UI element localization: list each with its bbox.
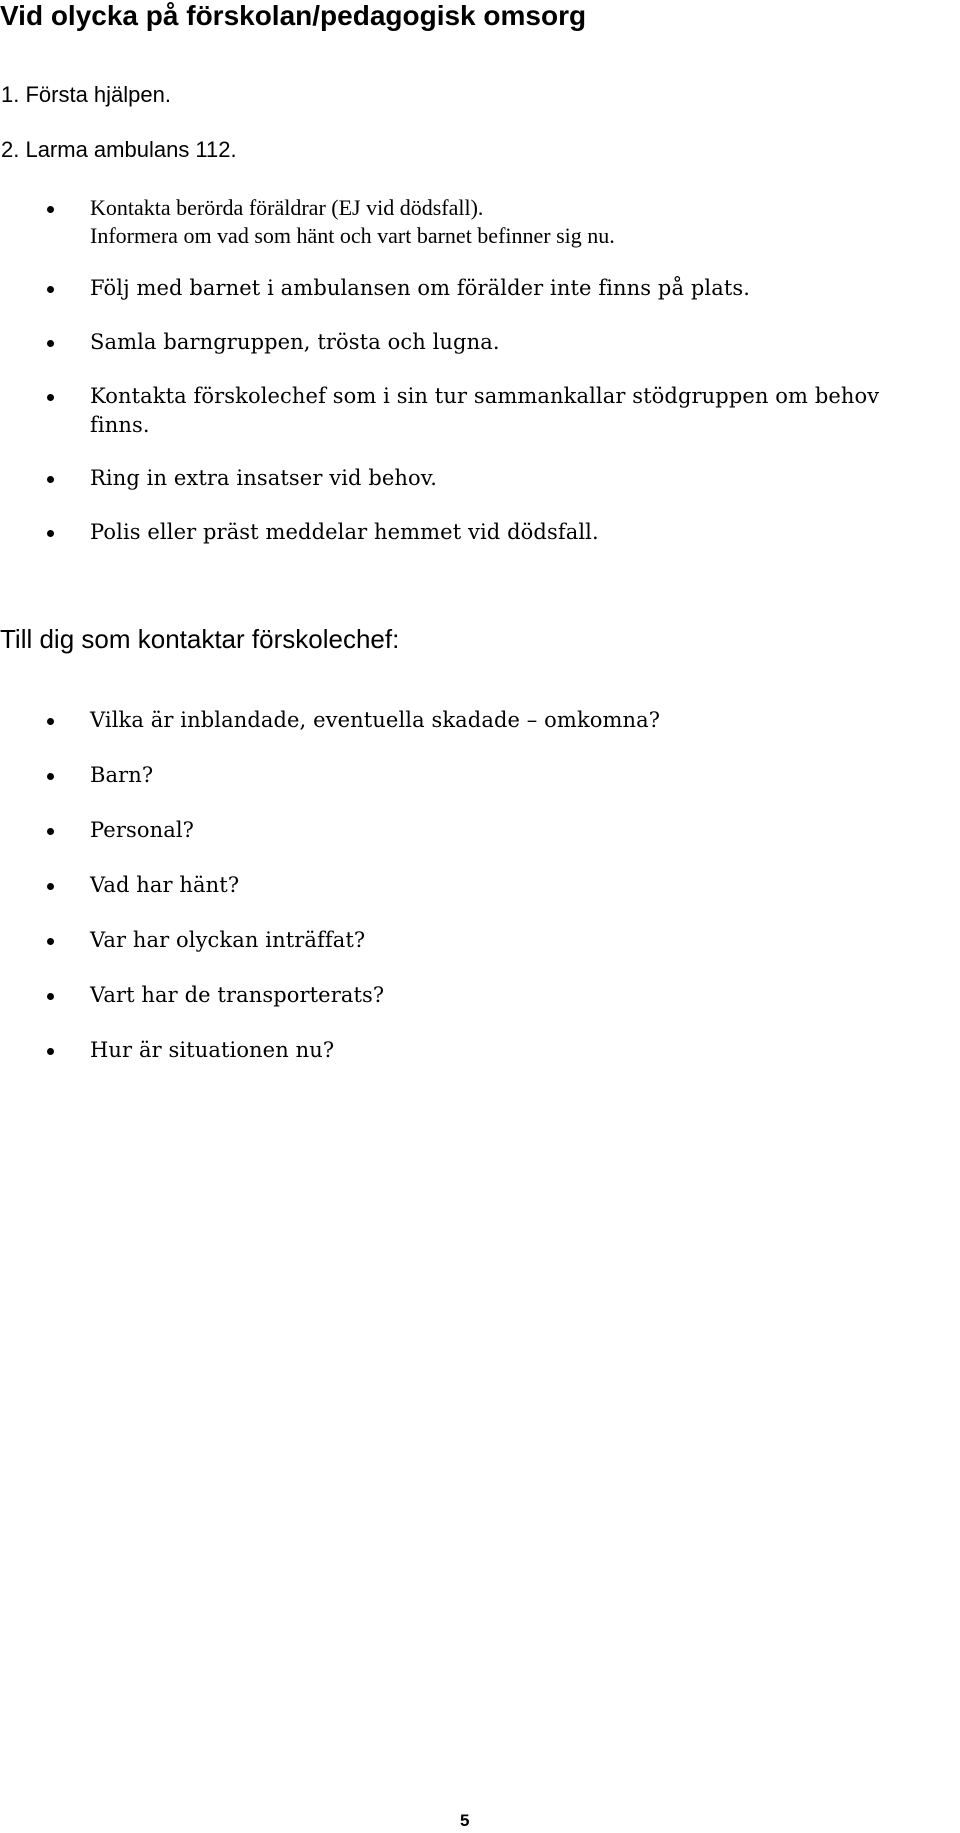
question-list bbox=[0, 706, 940, 1064]
list-item bbox=[0, 761, 940, 789]
list-item bbox=[0, 518, 940, 546]
list-item-line: Vad har hänt? bbox=[90, 873, 240, 897]
list-item-line: Barn? bbox=[90, 763, 154, 787]
list-item-line: Följ med barnet i ambulansen om förälder inte finns på plats. bbox=[90, 276, 751, 300]
list-item-line: Vilka är inblandade, eventuella skadade – omkomna? bbox=[90, 708, 661, 732]
list-item bbox=[0, 382, 940, 439]
section-heading: Till dig som kontaktar förskolechef: bbox=[0, 624, 400, 654]
list-item bbox=[0, 871, 940, 899]
list-item-line: Informera om vad som hänt och vart barnet befinner sig nu. bbox=[90, 223, 615, 248]
list-item-line: Kontakta berörda föräldrar (EJ vid dödsfall). bbox=[90, 195, 484, 220]
list-item bbox=[0, 464, 940, 492]
page-number: 5 bbox=[460, 1811, 470, 1830]
step-call-ambulance: 2. Larma ambulans 112. bbox=[1, 137, 237, 162]
list-item-line: Samla barngruppen, trösta och lugna. bbox=[90, 330, 500, 354]
list-item-line: Var har olyckan inträffat? bbox=[90, 928, 366, 952]
list-item-line: Polis eller präst meddelar hemmet vid dödsfall. bbox=[90, 520, 599, 544]
list-item-line: Vart har de transporterats? bbox=[90, 983, 385, 1007]
list-item bbox=[0, 194, 940, 250]
step-first-aid: 1. Första hjälpen. bbox=[1, 82, 171, 107]
list-item bbox=[0, 328, 940, 356]
action-list bbox=[0, 194, 940, 546]
list-item bbox=[0, 981, 940, 1009]
list-item bbox=[0, 274, 940, 302]
list-item-line: Personal? bbox=[90, 818, 194, 842]
list-item bbox=[0, 1036, 940, 1064]
list-item-line: Hur är situationen nu? bbox=[90, 1038, 335, 1062]
list-item bbox=[0, 926, 940, 954]
list-item bbox=[0, 816, 940, 844]
page-title: Vid olycka på förskolan/pedagogisk omsorg bbox=[0, 0, 587, 31]
list-item bbox=[0, 706, 940, 734]
list-item-line: finns. bbox=[90, 413, 150, 437]
list-item-line: Kontakta förskolechef som i sin tur sammankallar stödgruppen om behov bbox=[90, 384, 880, 408]
list-item-line: Ring in extra insatser vid behov. bbox=[90, 466, 438, 490]
